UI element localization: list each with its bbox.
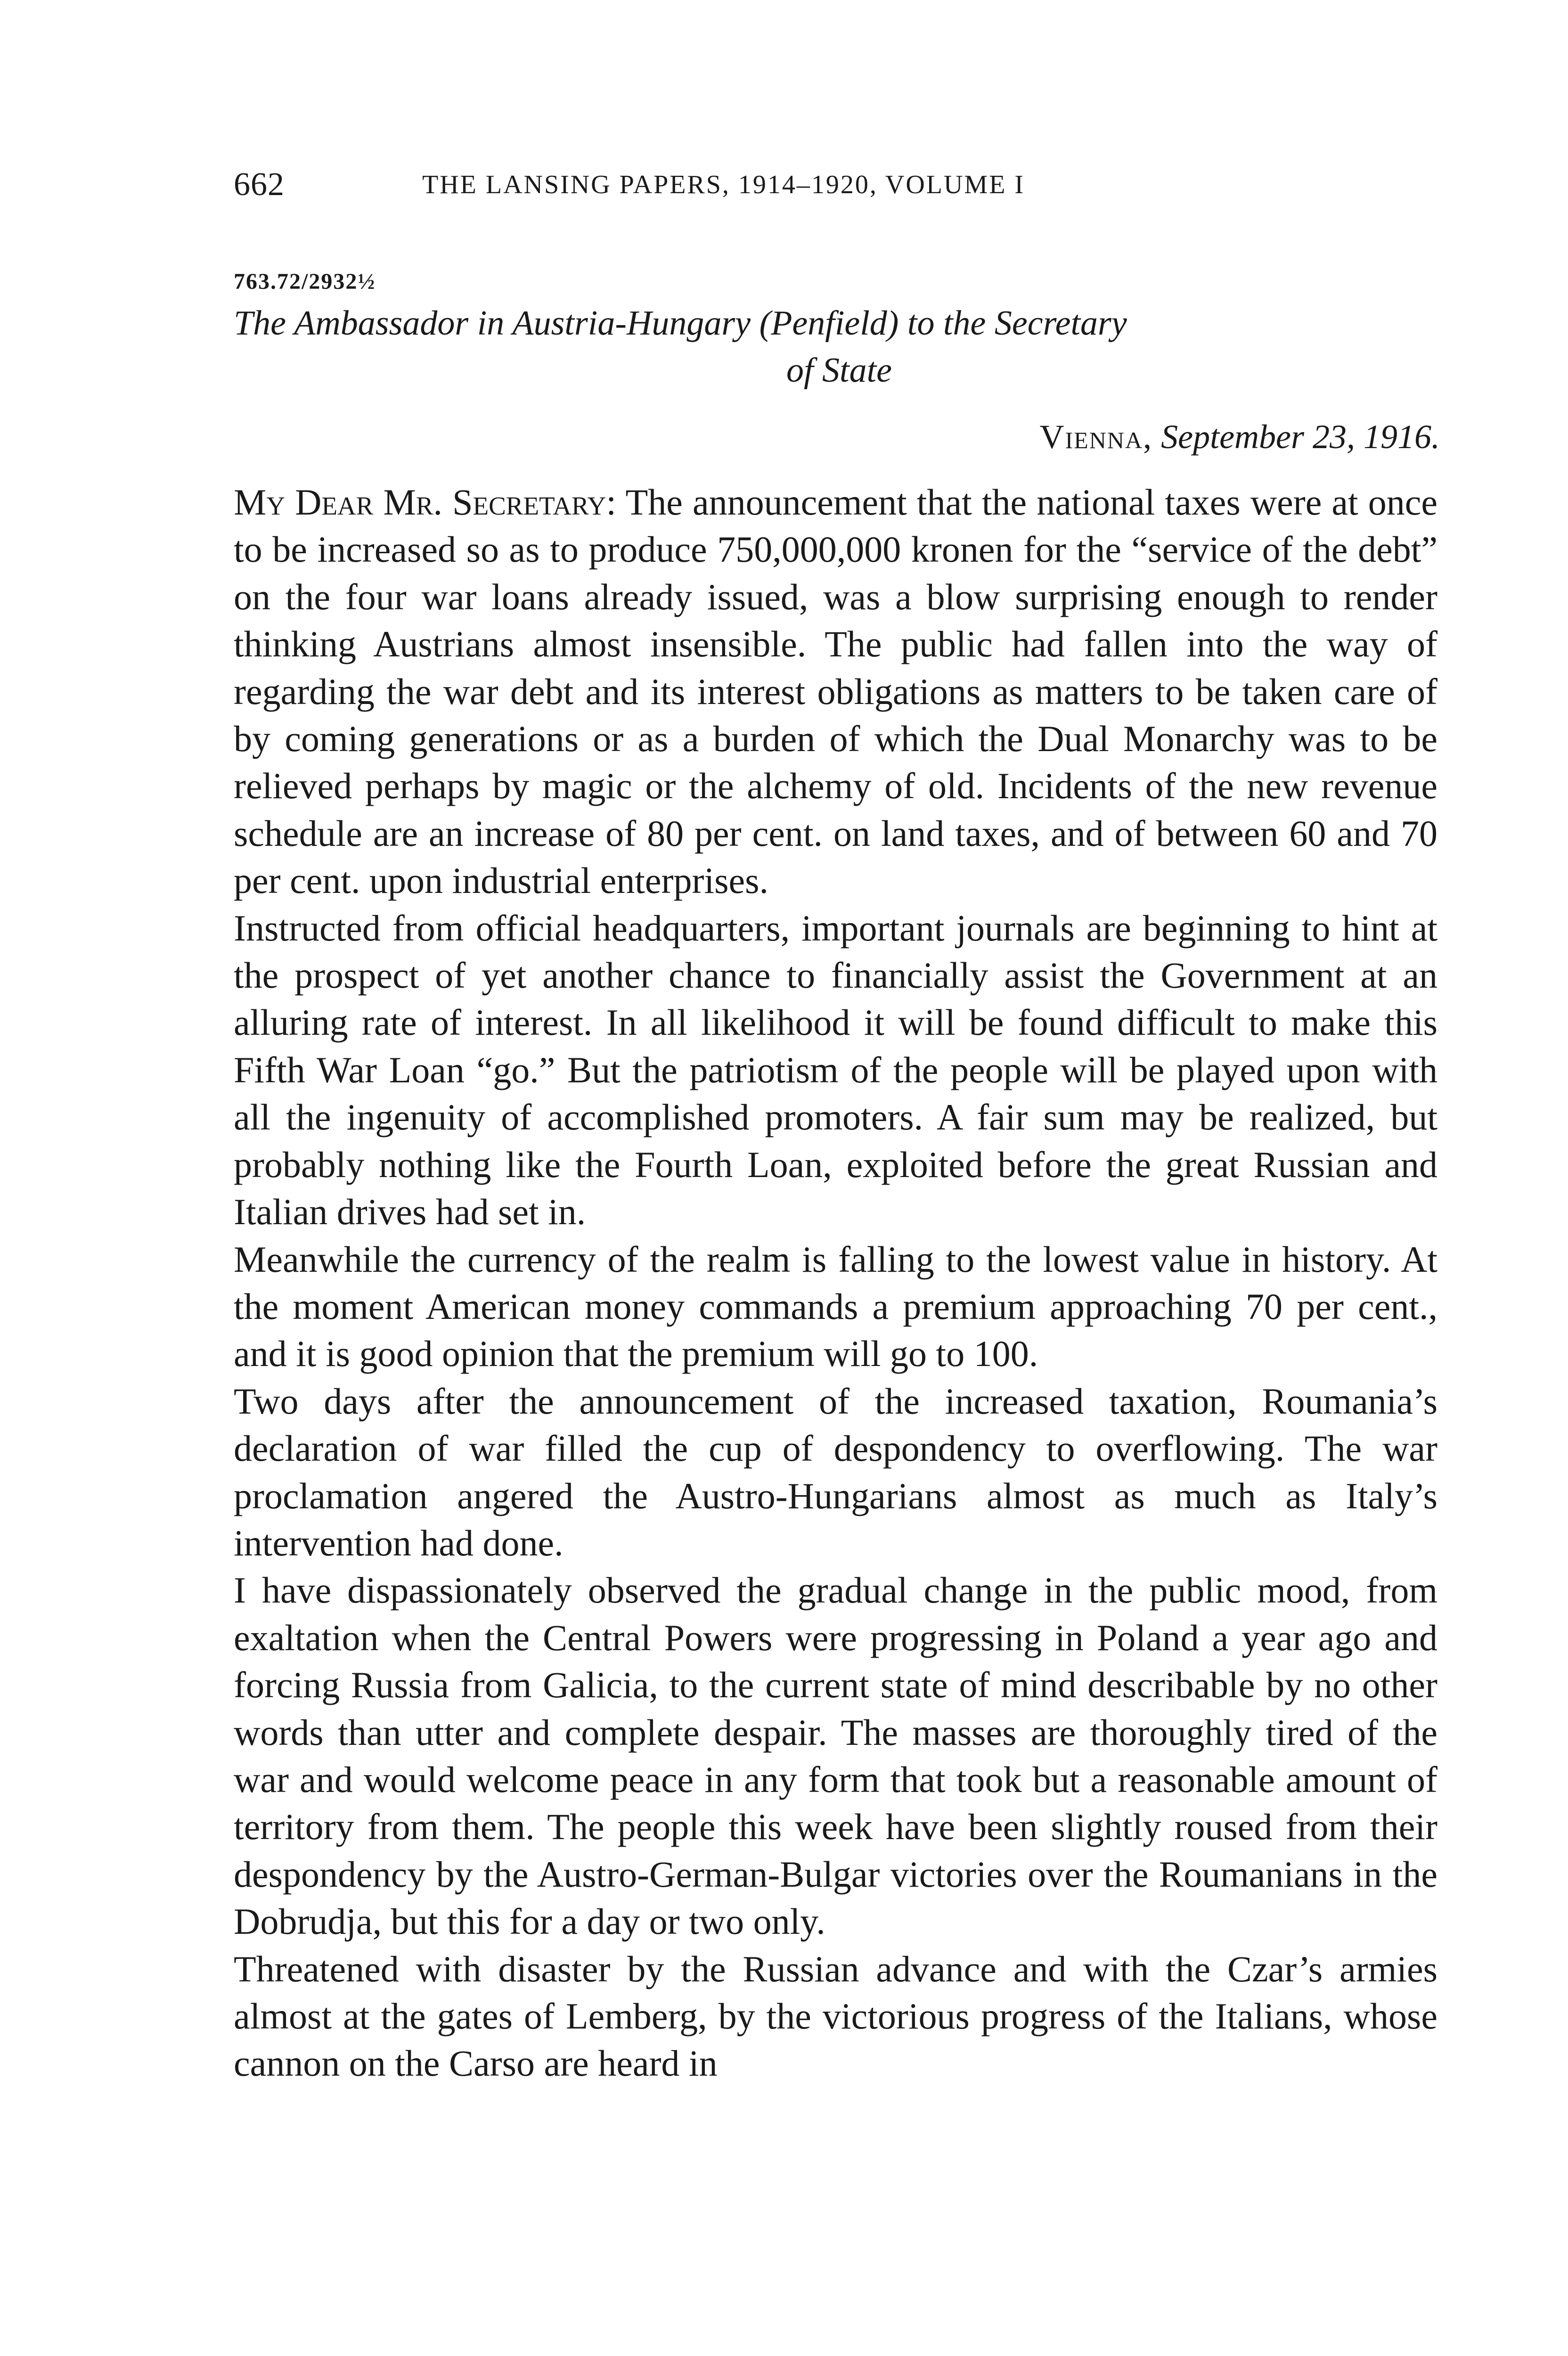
dateline-date: September 23, 1916. bbox=[1161, 418, 1440, 456]
letter-body bbox=[234, 479, 1437, 2087]
dateline-place: Vienna, bbox=[1039, 418, 1153, 456]
paragraph-6: Threatened with disaster by the Russian advance and with the Czar’s armies almost at the gates of Lemberg, by the victorious progress of the Italians, whose cannon on the Carso are heard in bbox=[234, 1948, 1437, 2084]
document-title bbox=[234, 300, 1445, 394]
title-line-2: of State bbox=[786, 351, 892, 390]
paragraph-1 bbox=[234, 479, 1437, 905]
paragraph-3: Meanwhile the currency of the realm is falling to the lowest value in history. At the moment American money commands a premium approaching 70 per cent., and it is good opinion that the premium will go to 100. bbox=[234, 1238, 1437, 1374]
paragraph-5: I have dispassionately observed the gradual change in the public mood, from exaltation when the Central Powers were progressing in Poland a year ago and forcing Russia from Galicia, to the current state of mind describable by no other words than utter and complete despair. The masses are thoroughly tired of the war and would welcome peace in any form that took but a reasonable amount of territory from them. The people this week have been slightly roused from their despondency by the Austro-German-Bulgar victories over the Roumanians in the Dobrudja, but this for a day or two only. bbox=[234, 1570, 1437, 1942]
paragraph-4: Two days after the announcement of the increased taxation, Roumania’s declaration of war filled the cup of despondency to overflowing. The war proclamation angered the Austro-Hungarians almost as much as Italy’s intervention had done. bbox=[234, 1380, 1437, 1563]
title-line-1: The Ambassador in Austria-Hungary (Penfield) to the Secretary bbox=[234, 304, 1127, 343]
paragraph-2: Instructed from official headquarters, important journals are beginning to hint at the prospect of yet another chance to financially assist the Government at an alluring rate of interest. In all likelihood it will be found difficult to make this Fifth War Loan “go.” But the patriotism of the people will be played upon with all the ingenuity of accomplished promoters. A fair sum may be realized, but probably nothing like the Fourth Loan, exploited before the great Russian and Italian drives had set in. bbox=[234, 907, 1437, 1233]
page-number: 662 bbox=[234, 166, 285, 203]
page-header bbox=[234, 166, 1440, 213]
file-number: 763.72/2932½ bbox=[234, 269, 376, 294]
dateline bbox=[1040, 417, 1440, 457]
paragraph-1-text: The announcement that the national taxes were at once to be increased so as to produce 750,000,000 kronen for the “service of the debt” on the four war loans already issued, was a blow surprising enough to render thinking Austrians almost insensible. The public had fallen into the way of regarding the war debt and its interest obligations as matters to be taken care of by coming generations or as a burden of which the Dual Monarchy was to be relieved perhaps by magic or the alchemy of old. Incidents of the new revenue schedule are an increase of 80 per cent. on land taxes, and of between 60 and 70 per cent. upon industrial enterprises. bbox=[234, 482, 1437, 901]
running-head: THE LANSING PAPERS, 1914–1920, VOLUME I bbox=[422, 170, 1025, 199]
salutation: My Dear Mr. Secretary: bbox=[234, 482, 616, 523]
